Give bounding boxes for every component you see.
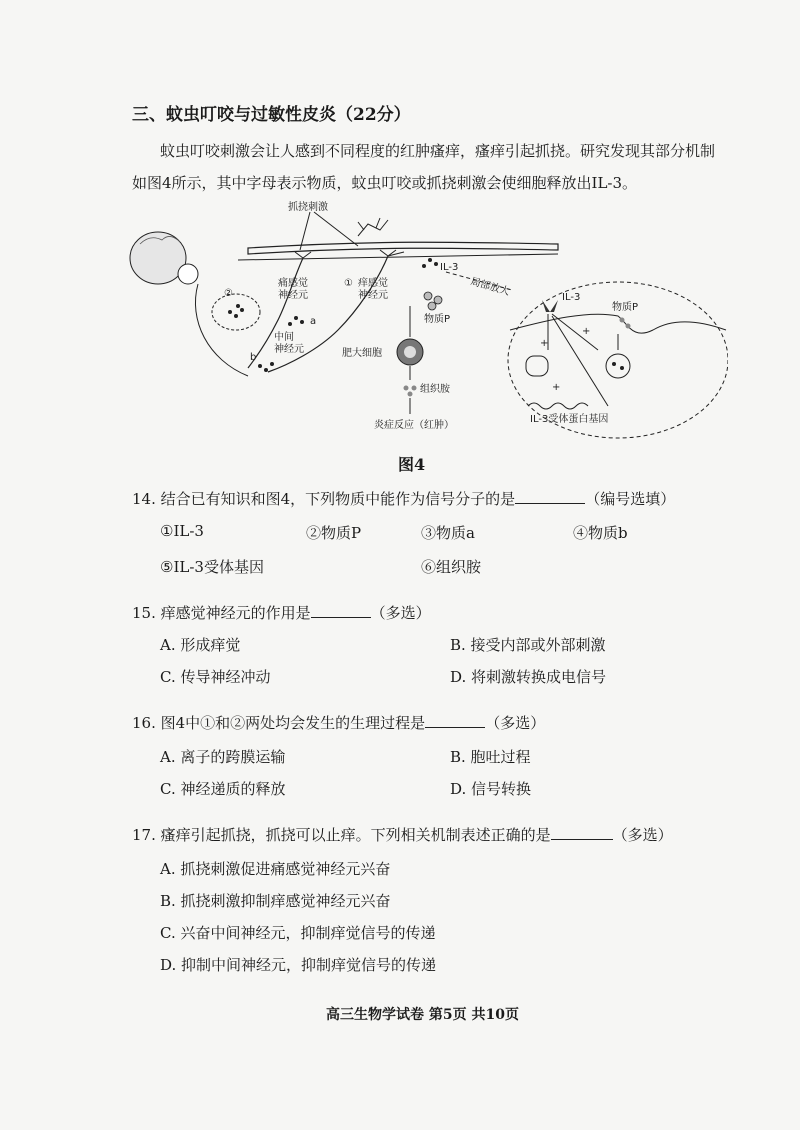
option[interactable]: C. 传导神经冲动	[160, 668, 271, 686]
label-num-2: ②	[224, 288, 233, 299]
question-text: 痒感觉神经元的作用是	[160, 604, 311, 622]
question-suffix: （多选）	[485, 714, 546, 732]
question-text: 瘙痒引起抓挠，抓挠可以止痒。下列相关机制表述正确的是	[160, 826, 551, 844]
label-histamine: 组织胺	[420, 384, 450, 395]
label-a: a	[310, 316, 317, 327]
page-footer: 高三生物学试卷 第5页 共10页	[326, 1007, 519, 1023]
synapse-2-circle	[212, 294, 260, 330]
label-receptor-gene: IL-3受体蛋白基因	[530, 414, 609, 425]
question-number: 15.	[132, 604, 156, 622]
option[interactable]: A. 形成痒觉	[160, 636, 241, 654]
question-17	[132, 824, 673, 845]
label-plus-3: +	[552, 382, 561, 393]
option[interactable]: A. 抓挠刺激促进痛感觉神经元兴奋	[160, 860, 391, 878]
mosquito-icon	[358, 218, 388, 236]
label-itch-neuron-1: 痒感觉	[358, 278, 388, 289]
label-scratch: 抓挠刺激	[288, 202, 328, 213]
option[interactable]: A. 离子的跨膜运输	[160, 748, 286, 766]
label-il3-inset: IL-3	[562, 292, 581, 303]
label-b: b	[250, 352, 257, 363]
label-num-1: ①	[344, 278, 353, 289]
question-number: 14.	[132, 490, 156, 508]
question-suffix: （多选）	[612, 826, 673, 844]
question-16	[132, 712, 545, 733]
label-inter-2: 神经元	[274, 344, 304, 355]
answer-blank[interactable]	[425, 713, 485, 728]
option[interactable]: C. 兴奋中间神经元，抑制痒觉信号的传递	[160, 924, 436, 942]
answer-blank[interactable]	[551, 825, 613, 840]
question-text: 结合已有知识和图4，下列物质中能作为信号分子的是	[160, 490, 516, 508]
label-substance-p-inset: 物质P	[612, 302, 639, 313]
label-il3-top: IL-3	[440, 262, 459, 273]
label-pain-neuron-1: 痛感觉	[278, 278, 308, 289]
question-number: 16.	[132, 714, 156, 732]
question-text: 图4中①和②两处均会发生的生理过程是	[160, 714, 426, 732]
option[interactable]: ⑤IL-3受体基因	[160, 558, 264, 576]
option[interactable]: B. 胞吐过程	[450, 748, 531, 766]
option[interactable]: ①IL-3	[160, 522, 204, 540]
answer-blank[interactable]	[311, 603, 371, 618]
intro-line-2: 如图4所示，其中字母表示物质，蚊虫叮咬或抓挠刺激会使细胞释放出IL-3。	[132, 174, 638, 192]
label-plus-1: +	[582, 326, 591, 337]
option[interactable]: D. 信号转换	[450, 780, 532, 798]
intro-line-1: 蚊虫叮咬刺激会让人感到不同程度的红肿瘙痒，瘙痒引起抓挠。研究发现其部分机制	[160, 142, 716, 160]
option[interactable]: D. 将刺激转换成电信号	[450, 668, 607, 686]
label-plus-2: +	[540, 338, 549, 349]
option[interactable]: C. 神经递质的释放	[160, 780, 286, 798]
question-suffix: （编号选填）	[585, 490, 676, 508]
option[interactable]: ③物质a	[421, 524, 475, 542]
option[interactable]: ⑥组织胺	[421, 558, 482, 576]
label-itch-neuron-2: 神经元	[358, 290, 388, 301]
label-magnify: 局部放大	[469, 276, 511, 298]
label-pain-neuron-2: 神经元	[278, 290, 308, 301]
option[interactable]: B. 接受内部或外部刺激	[450, 636, 606, 654]
question-15	[132, 602, 431, 623]
label-mast-cell: 肥大细胞	[342, 348, 382, 359]
section-title: 三、蚊虫叮咬与过敏性皮炎（22分）	[132, 105, 411, 125]
label-substance-p: 物质P	[424, 314, 451, 325]
option[interactable]: ④物质b	[573, 524, 628, 542]
figure-4-diagram	[128, 200, 728, 440]
question-suffix: （多选）	[370, 604, 431, 622]
question-number: 17.	[132, 826, 156, 844]
option[interactable]: B. 抓挠刺激抑制痒感觉神经元兴奋	[160, 892, 391, 910]
figure-caption: 图4	[398, 455, 426, 474]
question-14	[132, 488, 675, 509]
label-inflammation: 炎症反应（红肿）	[374, 420, 454, 431]
option[interactable]: ②物质P	[306, 524, 362, 542]
option[interactable]: D. 抑制中间神经元，抑制痒觉信号的传递	[160, 956, 437, 974]
answer-blank[interactable]	[515, 489, 585, 504]
label-inter-1: 中间	[274, 332, 294, 343]
